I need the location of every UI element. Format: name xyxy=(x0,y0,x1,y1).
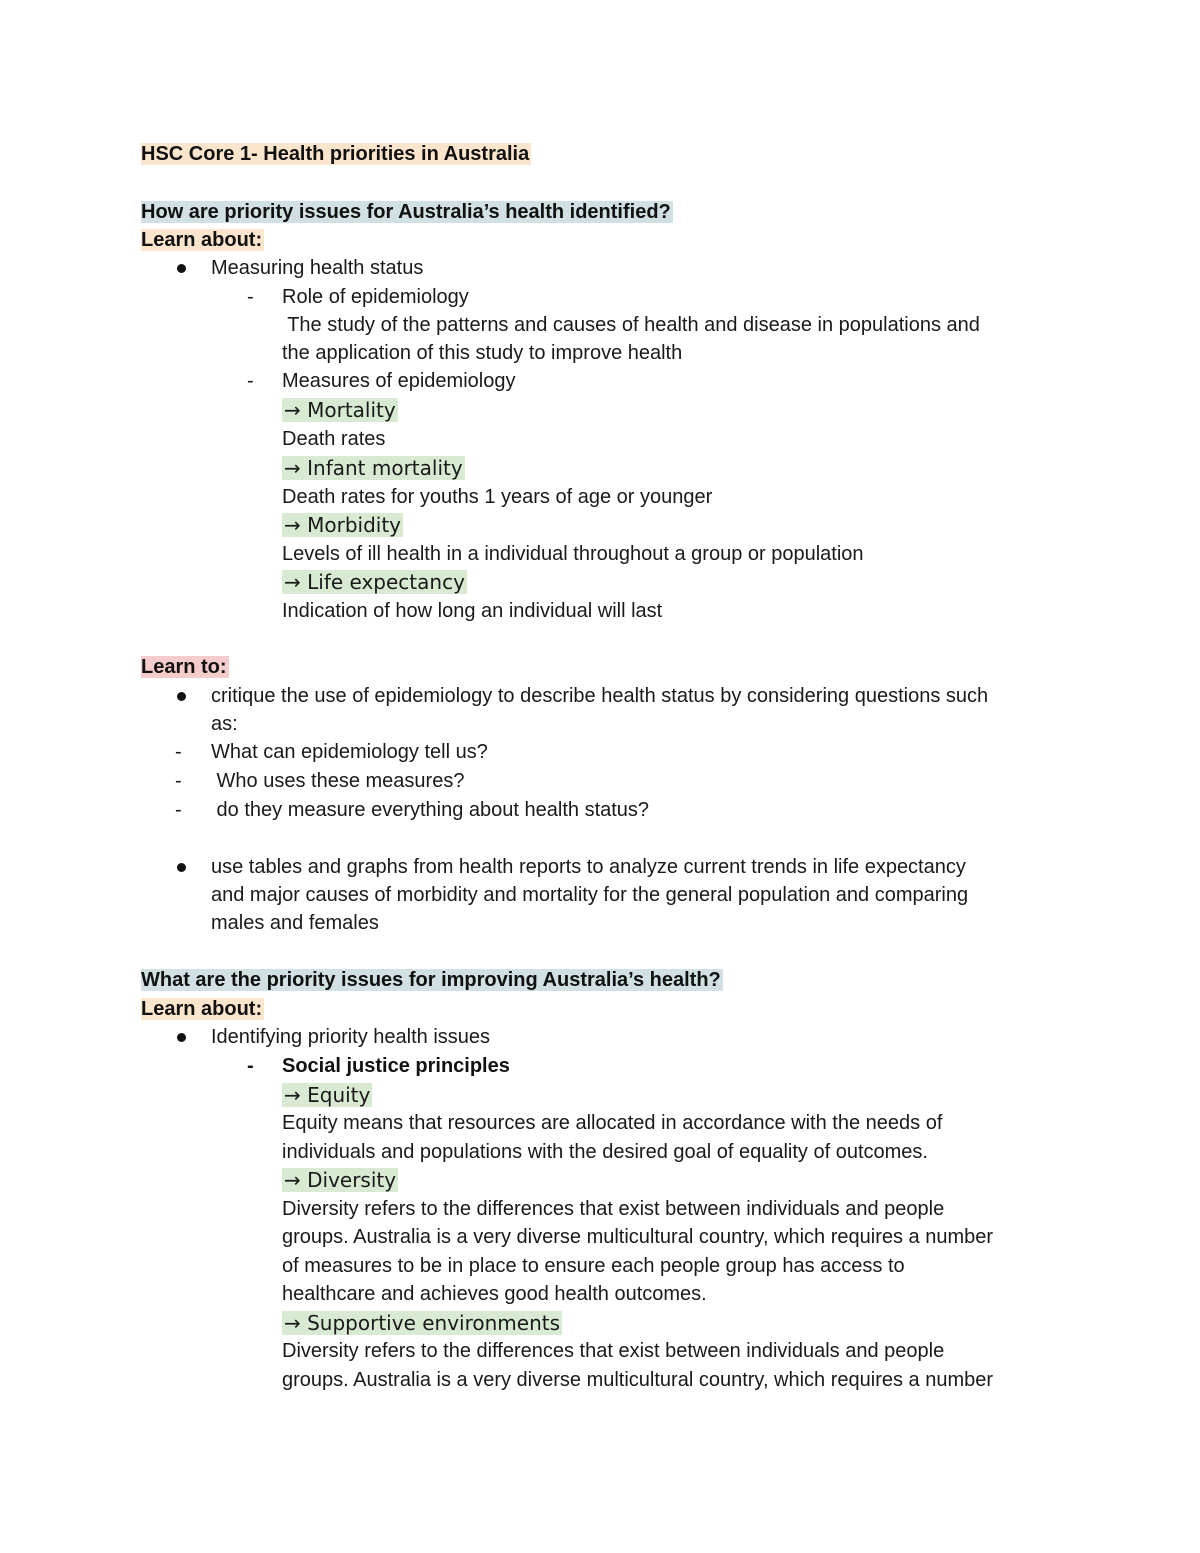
bullet-identifying-priority-health-issues: Identifying priority health issues xyxy=(211,1026,491,1048)
diversity-desc-line2: groups. Australia is a very diverse multicultural country, which requires a number xyxy=(282,1226,994,1248)
bullet-icon xyxy=(177,692,186,701)
dash-icon: - xyxy=(175,770,182,792)
dash-icon: - xyxy=(175,799,182,821)
bullet-icon xyxy=(177,264,186,273)
dash-icon: - xyxy=(247,286,254,308)
bullet-icon xyxy=(177,863,186,872)
learn-to-bullet2-line3: males and females xyxy=(211,912,379,934)
diversity-desc-line4: healthcare and achieves good health outcomes. xyxy=(282,1283,707,1305)
term-infant-mortality-desc: Death rates for youths 1 years of age or younger xyxy=(282,486,713,508)
epidemiology-definition-line1: The study of the patterns and causes of health and disease in populations and xyxy=(282,314,980,336)
term-life-expectancy: → Life expectancy xyxy=(284,570,465,594)
term-mortality-desc: Death rates xyxy=(282,428,386,450)
learn-to-bullet1-line1: critique the use of epidemiology to describe health status by considering questions such xyxy=(211,685,989,707)
question-item: do they measure everything about health status? xyxy=(211,799,650,821)
dash-icon: - xyxy=(175,741,182,763)
term-mortality: → Mortality xyxy=(284,398,396,422)
term-life-expectancy-desc: Indication of how long an individual will last xyxy=(282,600,663,622)
supportive-desc-line1: Diversity refers to the differences that exist between individuals and people xyxy=(282,1340,945,1362)
diversity-desc-line3: of measures to be in place to ensure each people group has access to xyxy=(282,1255,905,1277)
term-equity: → Equity xyxy=(284,1083,371,1107)
question-item: What can epidemiology tell us? xyxy=(211,741,488,763)
epidemiology-definition-line2: the application of this study to improve health xyxy=(282,342,683,364)
supportive-desc-line2: groups. Australia is a very diverse multicultural country, which requires a number xyxy=(282,1369,994,1391)
bullet-icon xyxy=(177,1033,186,1042)
equity-desc-line1: Equity means that resources are allocated in accordance with the needs of xyxy=(282,1112,943,1134)
term-supportive-environments: → Supportive environments xyxy=(284,1311,561,1335)
document-title: HSC Core 1- Health priorities in Australia xyxy=(141,143,530,165)
term-infant-mortality: → Infant mortality xyxy=(284,456,463,480)
dash-icon: - xyxy=(247,1055,254,1077)
section2-learn-about-label: Learn about: xyxy=(141,998,263,1020)
dash-icon: - xyxy=(247,370,254,392)
section2-question: What are the priority issues for improving Australia’s health? xyxy=(141,969,721,991)
section1-learn-to-label: Learn to: xyxy=(141,656,227,678)
sub-item-social-justice-principles: Social justice principles xyxy=(282,1055,510,1077)
learn-to-bullet1-line2: as: xyxy=(211,713,238,735)
sub-item-role-of-epidemiology: Role of epidemiology xyxy=(282,286,469,308)
learn-to-bullet2-line1: use tables and graphs from health reports to analyze current trends in life expectancy xyxy=(211,856,966,878)
learn-to-bullet2-line2: and major causes of morbidity and mortality for the general population and comparing xyxy=(211,884,969,906)
sub-item-measures-of-epidemiology: Measures of epidemiology xyxy=(282,370,516,392)
term-diversity: → Diversity xyxy=(284,1168,397,1192)
bullet-measuring-health-status: Measuring health status xyxy=(211,257,424,279)
diversity-desc-line1: Diversity refers to the differences that exist between individuals and people xyxy=(282,1198,945,1220)
question-item: Who uses these measures? xyxy=(211,770,465,792)
term-morbidity: → Morbidity xyxy=(284,513,402,537)
term-morbidity-desc: Levels of ill health in a individual throughout a group or population xyxy=(282,543,864,565)
section1-learn-about-label: Learn about: xyxy=(141,229,263,251)
section1-question: How are priority issues for Australia’s health identified? xyxy=(141,201,671,223)
equity-desc-line2: individuals and populations with the desired goal of equality of outcomes. xyxy=(282,1141,928,1163)
